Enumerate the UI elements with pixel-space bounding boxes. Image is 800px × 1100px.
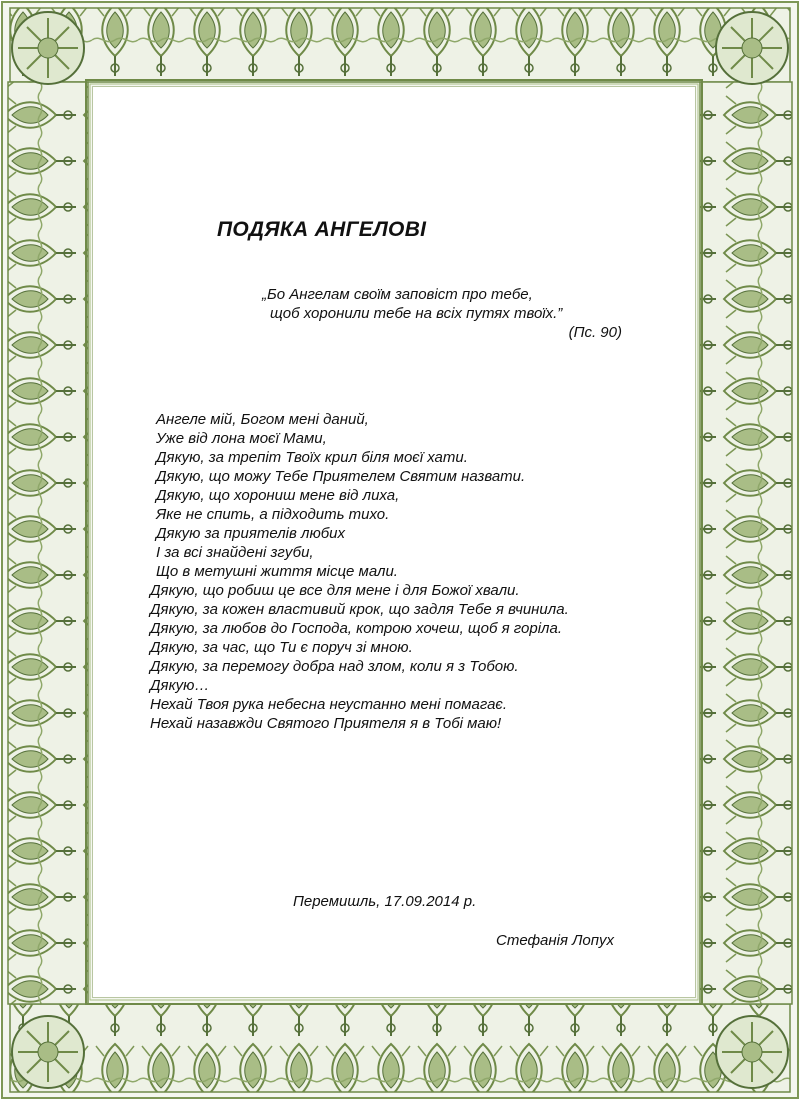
poem-line: Дякую… — [150, 677, 210, 694]
poem-line: Дякую, що можу Тебе Приятелем Святим назвати. — [156, 468, 526, 485]
poem-line: Нехай Твоя рука небесна неустанно мені помагає. — [150, 696, 508, 713]
poem-line: Дякую за приятелів любих — [156, 525, 346, 542]
poem-line: Що в метушні життя місце мали. — [156, 563, 398, 580]
place-date: Перемишль, 17.09.2014 р. — [293, 893, 477, 910]
poem — [150, 410, 650, 733]
epigraph — [262, 285, 622, 342]
poem-line: Дякую, за час, що Ти є поруч зі мною. — [150, 639, 413, 656]
epigraph-line: щоб хоронили тебе на всіх путях твоїх.” — [270, 305, 563, 322]
poem-line: Уже від лона моєї Мами, — [156, 430, 327, 447]
poem-line: Дякую, за перемогу добра над злом, коли я з Тобою. — [150, 658, 519, 675]
author-name: Стефанія Лопух — [496, 932, 615, 949]
poem-line: Дякую, що хорониш мене від лиха, — [156, 487, 400, 504]
poem-line: Дякую, що робиш це все для мене і для Божої хвали. — [150, 582, 520, 599]
poem-line: Дякую, за любов до Господа, котрою хочеш, щоб я горіла. — [150, 620, 563, 637]
epigraph-source: (Пс. 90) — [568, 324, 622, 341]
poem-line: Дякую, за трепіт Твоїх крил біля моєї хати. — [156, 449, 468, 466]
poem-line: Ангеле мій, Богом мені даний, — [156, 411, 369, 428]
poem-line: І за всі знайдені згуби, — [156, 544, 314, 561]
poem-line: Дякую, за кожен властивий крок, що задля Тебе я вчинила. — [150, 601, 569, 618]
document-title: ПОДЯКА АНГЕЛОВІ — [217, 218, 427, 241]
poem-line: Нехай назавжди Святого Приятеля я в Тобі маю! — [150, 715, 502, 732]
epigraph-line: „Бо Ангелам своїм заповіст про тебе, — [262, 286, 533, 303]
poem-line: Яке не спить, а підходить тихо. — [156, 506, 390, 523]
